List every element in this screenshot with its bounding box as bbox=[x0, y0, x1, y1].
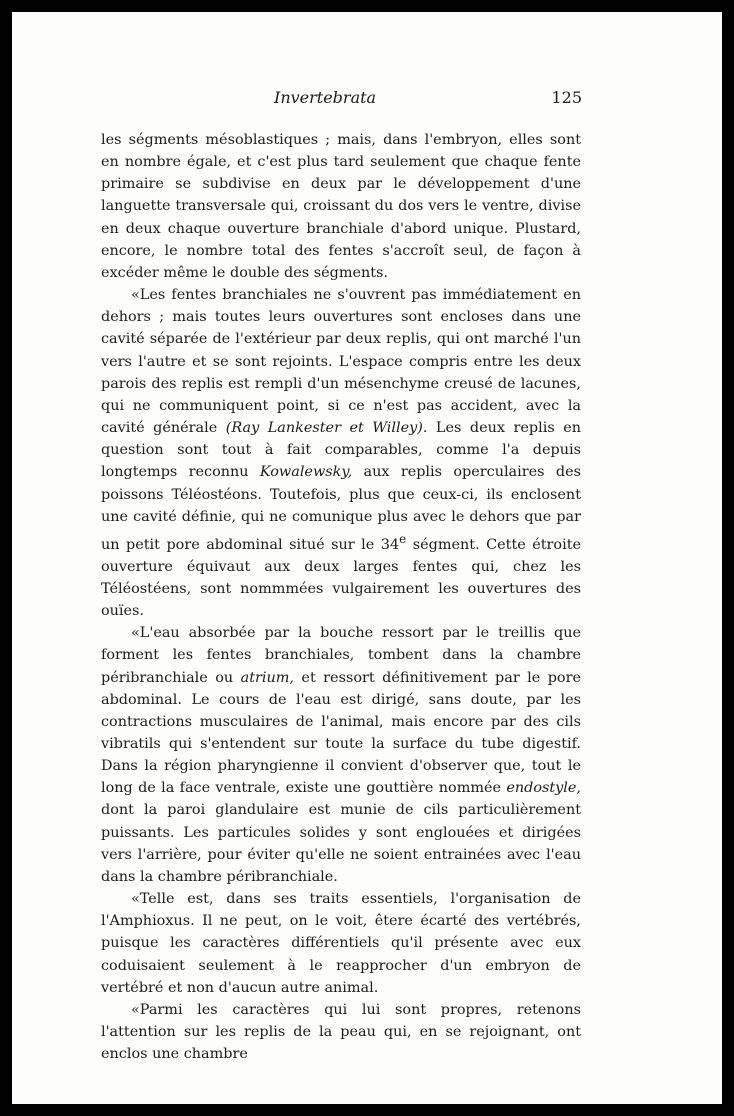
page-header bbox=[102, 88, 582, 112]
paragraph-2 bbox=[101, 284, 581, 622]
paragraph-3-text-a: «L'eau absorbée par la bouche ressort par le treillis que forment les fentes branchiales, tombent dans la chambre péribranchiale ou bbox=[101, 625, 581, 686]
paragraph-3-text-c: dont la paroi glandulaire est munie de cils particulièrement puissants. Les particules solides y sont englouées et dirigées vers l'arrière, pour éviter qu'elle ne soient entrainées avec l'eau dans la chambre péribranchiale. bbox=[101, 802, 581, 885]
paragraph-4: «Telle est, dans ses traits essentiels, l'organisation de l'Amphioxus. Il ne peut, on le voit, êtere écarté des vertébrés, puisque les caractères différentiels qu'il présente avec eux coduisaient seulement à le reapprocher d'un embryon de vertébré et non d'aucun autre animal. bbox=[101, 891, 581, 996]
body-text bbox=[101, 129, 581, 1065]
paragraph-5: «Parmi les caractères qui lui sont propres, retenons l'attention sur les replis de la peau qui, en se rejoignant, ont enclos une chambre bbox=[101, 1001, 581, 1063]
paragraph-2-text-a: «Les fentes branchiales ne s'ouvrent pas immédiatement en dehors ; mais toutes leurs ouvertures sont encloses dans une cavité séparée de l'extérieur par deux replis, qui ont marché l'un vers l'autre et se sont rejoints. L'espace compris entre les deux parois des replis est rempli d'un mésenchyme creusé de lacunes, qui ne communiquent point, si ce n'est pas accident, avec la cavité générale bbox=[101, 287, 581, 437]
paragraph-1: les ségments mésoblastiques ; mais, dans l'embryon, elles sont en nombre égale, et c'est plus tard seulement que chaque fente primaire se subdivise en deux par le développement d'une languette transversale qui, croissant du dos vers le ventre, divise en deux chaque ouverture branchiale d'abord unique. Plustard, encore, le nombre total des fentes s'accroît seul, de façon à excéder même le double des ségments. bbox=[101, 132, 581, 281]
ordinal-superscript: e bbox=[399, 531, 407, 546]
book-page bbox=[12, 12, 722, 1104]
paragraph-2-text-b: Les deux replis en question sont tout à fait comparables, comme l'a depuis longtemps reconnu bbox=[101, 420, 581, 481]
paragraph-2-text-d: ségment. Cette étroite ouverture équivaut aux deux larges fentes qui, chez les Téléostéens, sont nommmées vulgairement les ouvertures des ouïes. bbox=[101, 536, 582, 620]
running-title: Invertebrata bbox=[274, 88, 377, 107]
paragraph-2-text-c: aux replis operculaires des poissons Téléostéons. Toutefois, plus que ceux-ci, ils enclosent une cavité définie, qui ne comunique plus avec le dehors que par un petit pore abdominal situé sur le 34 bbox=[101, 464, 581, 553]
citation-kowalewsky: Kowalewsky, bbox=[259, 464, 353, 481]
term-atrium: atrium, bbox=[240, 669, 294, 686]
paragraph-3-text-b: et ressort définitivement par le pore abdominal. Le cours de l'eau est dirigé, sans doute, par les contractions musculaires de l'animal, mais encore par des cils vibratils qui s'entendent sur toute la surface du tube digestif. Dans la région pharyngienne il convient d'observer que, tout le long de la face ventrale, existe une gouttière nommée bbox=[101, 669, 581, 797]
term-endostyle: endostyle, bbox=[506, 780, 581, 797]
citation-ray-lankester-willey: (Ray Lankester et Willey). bbox=[225, 420, 428, 437]
paragraph-3 bbox=[101, 622, 581, 888]
page-number: 125 bbox=[551, 88, 582, 107]
